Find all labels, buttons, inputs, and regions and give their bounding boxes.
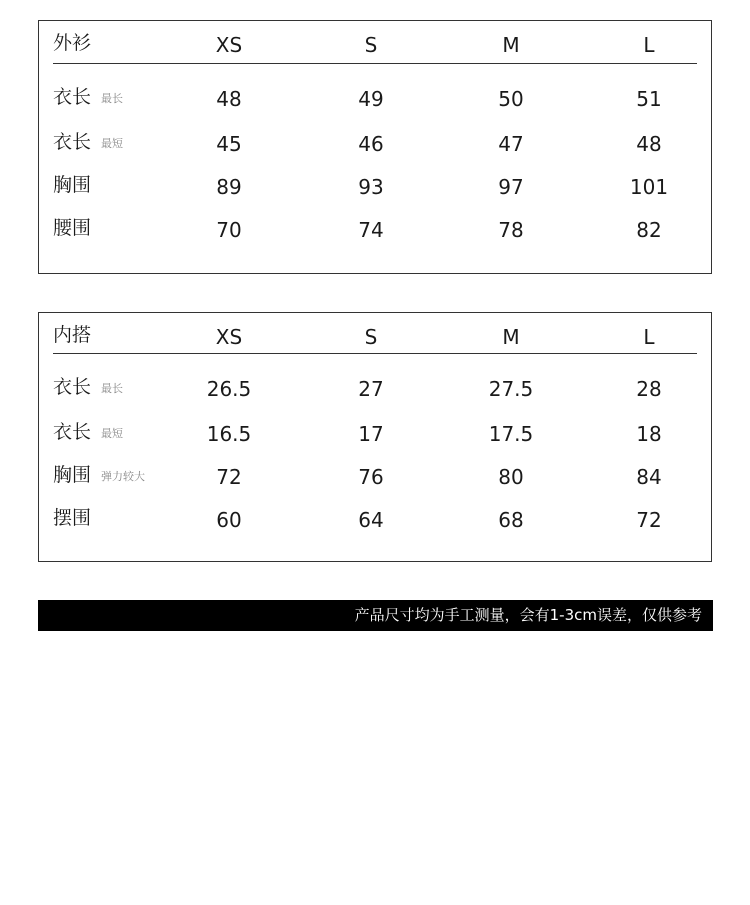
cell-value: 93 xyxy=(358,175,384,199)
cell-value: 47 xyxy=(498,132,524,156)
cell-value: 74 xyxy=(358,218,384,242)
cell-value: 50 xyxy=(498,87,524,111)
cell-value: 51 xyxy=(636,87,662,111)
cell-value: 72 xyxy=(216,465,242,489)
row-label: 摆围 xyxy=(53,507,92,529)
cell-value: 72 xyxy=(636,508,662,532)
cell-value: 68 xyxy=(498,508,524,532)
cell-value: 27.5 xyxy=(488,377,534,401)
cell-value: 17.5 xyxy=(488,422,534,446)
measurement-disclaimer-banner xyxy=(38,600,713,631)
table-row xyxy=(53,506,697,536)
cell-value: 28 xyxy=(636,377,662,401)
cell-value: 76 xyxy=(358,465,384,489)
row-label: 衣长 最短 xyxy=(53,131,124,153)
size-header-m: M xyxy=(502,33,520,57)
cell-value: 80 xyxy=(498,465,524,489)
cell-value: 89 xyxy=(216,175,242,199)
cell-value: 78 xyxy=(498,218,524,242)
row-note: 最短 xyxy=(101,427,124,440)
cell-value: 18 xyxy=(636,422,662,446)
outerwear-size-table xyxy=(38,20,712,274)
cell-value: 49 xyxy=(358,87,384,111)
table-row xyxy=(53,375,697,405)
row-note: 最短 xyxy=(101,137,124,150)
size-header-s: S xyxy=(364,33,378,57)
disclaimer-text: 产品尺寸均为手工测量，会有1-3cm误差，仅供参考 xyxy=(354,606,702,624)
cell-value: 17 xyxy=(358,422,384,446)
table-header-row xyxy=(53,313,697,354)
cell-value: 48 xyxy=(636,132,662,156)
table-header-row xyxy=(53,21,697,64)
row-note: 弹力较大 xyxy=(101,470,146,483)
size-header-l: L xyxy=(643,325,655,349)
cell-value: 64 xyxy=(358,508,384,532)
cell-value: 60 xyxy=(216,508,242,532)
cell-value: 48 xyxy=(216,87,242,111)
row-label: 衣长 最长 xyxy=(53,86,124,108)
table-row xyxy=(53,420,697,450)
size-header-s: S xyxy=(364,325,378,349)
cell-value: 97 xyxy=(498,175,524,199)
cell-value: 45 xyxy=(216,132,242,156)
table-row xyxy=(53,463,697,493)
cell-value: 70 xyxy=(216,218,242,242)
row-label: 衣长 最短 xyxy=(53,421,124,443)
cell-value: 26.5 xyxy=(206,377,252,401)
table-row xyxy=(53,85,697,115)
cell-value: 46 xyxy=(358,132,384,156)
table-row xyxy=(53,130,697,160)
table-title: 内搭 xyxy=(53,324,92,346)
cell-value: 82 xyxy=(636,218,662,242)
table-title: 外衫 xyxy=(53,32,92,54)
size-header-xs: XS xyxy=(215,325,243,349)
table-row xyxy=(53,216,697,246)
cell-value: 84 xyxy=(636,465,662,489)
innerwear-size-table xyxy=(38,312,712,562)
row-note: 最长 xyxy=(101,382,124,395)
row-note: 最长 xyxy=(101,92,124,105)
row-label: 胸围 xyxy=(53,174,92,196)
cell-value: 101 xyxy=(629,175,669,199)
cell-value: 27 xyxy=(358,377,384,401)
table-row xyxy=(53,173,697,203)
row-label: 腰围 xyxy=(53,217,92,239)
size-header-xs: XS xyxy=(215,33,243,57)
size-header-l: L xyxy=(643,33,655,57)
cell-value: 16.5 xyxy=(206,422,252,446)
row-label: 胸围 弹力较大 xyxy=(53,464,146,486)
size-header-m: M xyxy=(502,325,520,349)
row-label: 衣长 最长 xyxy=(53,376,124,398)
